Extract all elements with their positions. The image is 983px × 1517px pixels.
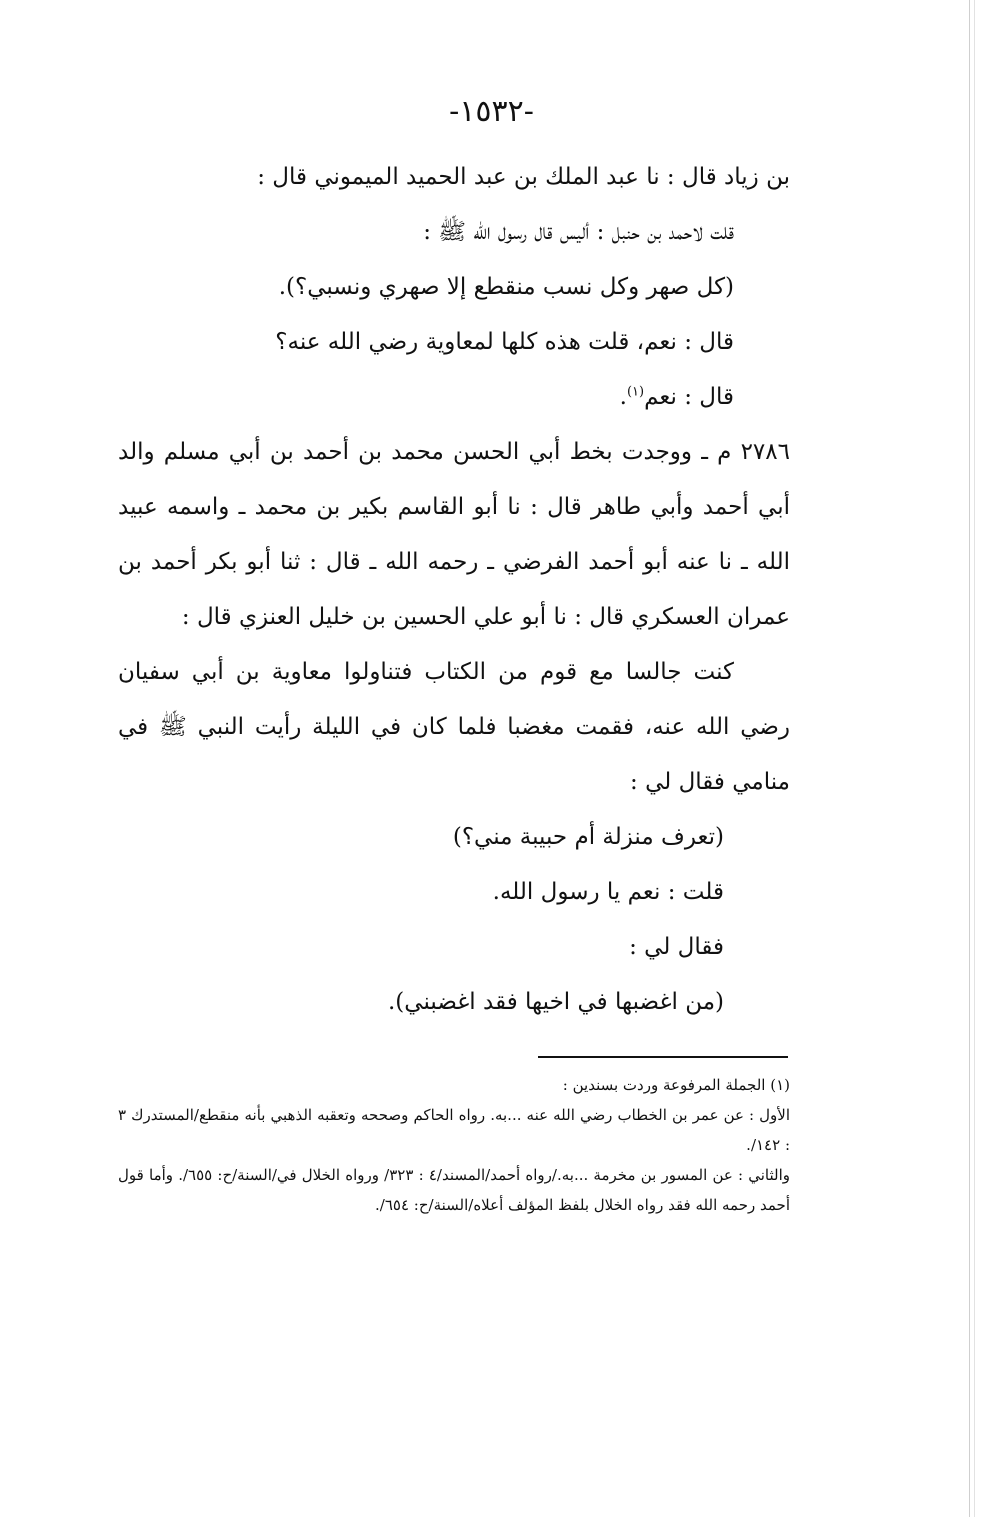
footnote-ref: (١) (626, 384, 645, 400)
text-line: بن زياد قال : نا عبد الملك بن عبد الحميد الميموني قال : (257, 164, 790, 190)
hadith-paragraph: ٢٧٨٦ م ـ ووجدت بخط أبي الحسن محمد بن أحمد بن أبي مسلم والد أبي أحمد وأبي طاهر قال : نا أبو القاسم بكير بن محمد ـ واسمه عبيد الله ـ نا عنه أبو أحمد الفرضي ـ رحمه الله ـ قال : ثنا أبو بكر أحمد بن عمران العسكري قال : نا أبو علي الحسين بن خليل العنزي قال : (118, 439, 790, 630)
text-line-with-footnote (118, 370, 790, 425)
main-text (118, 150, 790, 1030)
footnote-line: (١) الجملة المرفوعة وردت بسندين : (562, 1076, 790, 1094)
quote-line: (تعرف منزلة أم حبيبة مني؟) (452, 824, 724, 850)
text-line: قلت : نعم يا رسول الله. (492, 879, 724, 905)
footnote-separator (538, 1056, 788, 1058)
text-line: قال : نعم، قلت هذه كلها لمعاوية رضي الله عنه؟ (275, 329, 734, 355)
scan-edge-line (969, 0, 970, 1517)
text-line: قلت لاحمد بن حنبل : أليس قال رسول الله ﷺ : (423, 219, 734, 245)
scan-edge-line (974, 0, 975, 1517)
footnotes (118, 1070, 790, 1220)
quote-line: (كل صهر وكل نسب منقطع إلا صهري ونسبي؟). (278, 274, 734, 300)
footnote-line: والثاني : عن المسور بن مخرمة ...به./رواه أحمد/المسند/٤ : ٣٢٣/ ورواه الخلال في/السنة/ح: ٦٥٥/. وأما قول أحمد رحمه الله فقد رواه الخلال بلفظ المؤلف أعلاه/السنة/ح: ٦٥٤/. (118, 1166, 790, 1214)
text-fragment: . (619, 384, 627, 410)
narrative-paragraph: كنت جالسا مع قوم من الكتاب فتناولوا معاوية بن أبي سفيان رضي الله عنه، فقمت مغضبا فلما كان في الليلة رأيت النبي ﷺ في منامي فقال لي : (118, 659, 790, 795)
text-line: فقال لي : (629, 934, 724, 960)
page-number: -١٥٣٢- (449, 94, 534, 129)
quote-line: (من اغضبها في اخيها فقد اغضبني). (388, 989, 724, 1015)
text-fragment: قال : نعم (644, 384, 734, 410)
footnote-line: الأول : عن عمر بن الخطاب رضي الله عنه ...به. رواه الحاكم وصححه وتعقبه الذهبي بأنه منقطع/المستدرك ٣ : ١٤٢/. (118, 1106, 790, 1154)
